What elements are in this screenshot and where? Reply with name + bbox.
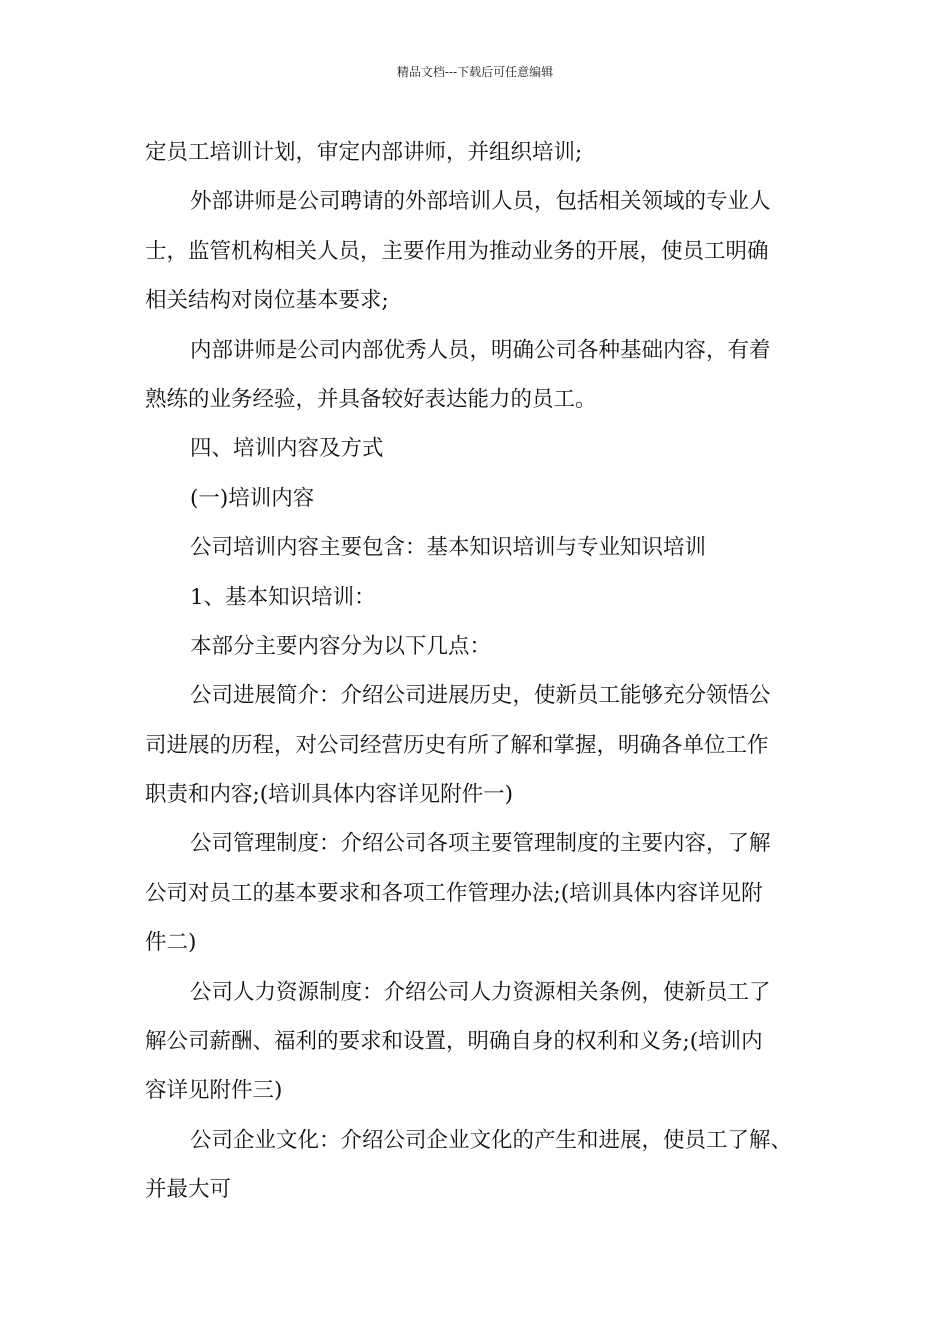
text-line: 内部讲师是公司内部优秀人员，明确公司各种基础内容，有着: [190, 337, 771, 363]
page-header: 精品文档---下载后可任意编辑: [396, 65, 554, 79]
text-line: 解公司薪酬、福利的要求和设置，明确自身的权利和义务;(培训内: [145, 1029, 763, 1055]
text-line: 容详见附件三): [145, 1078, 283, 1104]
text-line: 定员工培训计划，审定内部讲师，并组织培训;: [145, 140, 583, 165]
text-line: 1、基本知识培训：: [190, 584, 376, 610]
text-line: 职责和内容;(培训具体内容详见附件一): [145, 782, 514, 808]
text-line: 公司人力资源制度：介绍公司人力资源相关条例，使新员工了: [190, 979, 771, 1005]
text-line: 公司管理制度：介绍公司各项主要管理制度的主要内容，了解: [190, 831, 771, 857]
text-line: 四、培训内容及方式: [190, 436, 384, 462]
document-body: [145, 128, 810, 1215]
text-line: 外部讲师是公司聘请的外部培训人员，包括相关领域的专业人: [190, 189, 771, 215]
text-line: 件二): [145, 930, 197, 956]
text-line: 公司进展简介：介绍公司进展历史，使新员工能够充分领悟公: [190, 683, 771, 709]
text-line: (一)培训内容: [190, 485, 315, 511]
text-line: 公司对员工的基本要求和各项工作管理办法;(培训具体内容详见附: [145, 880, 763, 906]
text-line: 司进展的历程，对公司经营历史有所了解和掌握，明确各单位工作: [145, 732, 769, 758]
text-line: 士，监管机构相关人员，主要作用为推动业务的开展，使员工明确: [145, 238, 769, 264]
text-line: 相关结构对岗位基本要求;: [145, 288, 389, 314]
text-line: 公司培训内容主要包含：基本知识培训与专业知识培训: [190, 535, 707, 561]
text-line: 公司企业文化：介绍公司企业文化的产生和进展，使员工了解、: [190, 1127, 793, 1153]
text-line: 本部分主要内容分为以下几点：: [190, 633, 492, 659]
text-line: 并最大可: [145, 1177, 232, 1203]
text-line: 熟练的业务经验，并具备较好表达能力的员工。: [145, 386, 597, 412]
